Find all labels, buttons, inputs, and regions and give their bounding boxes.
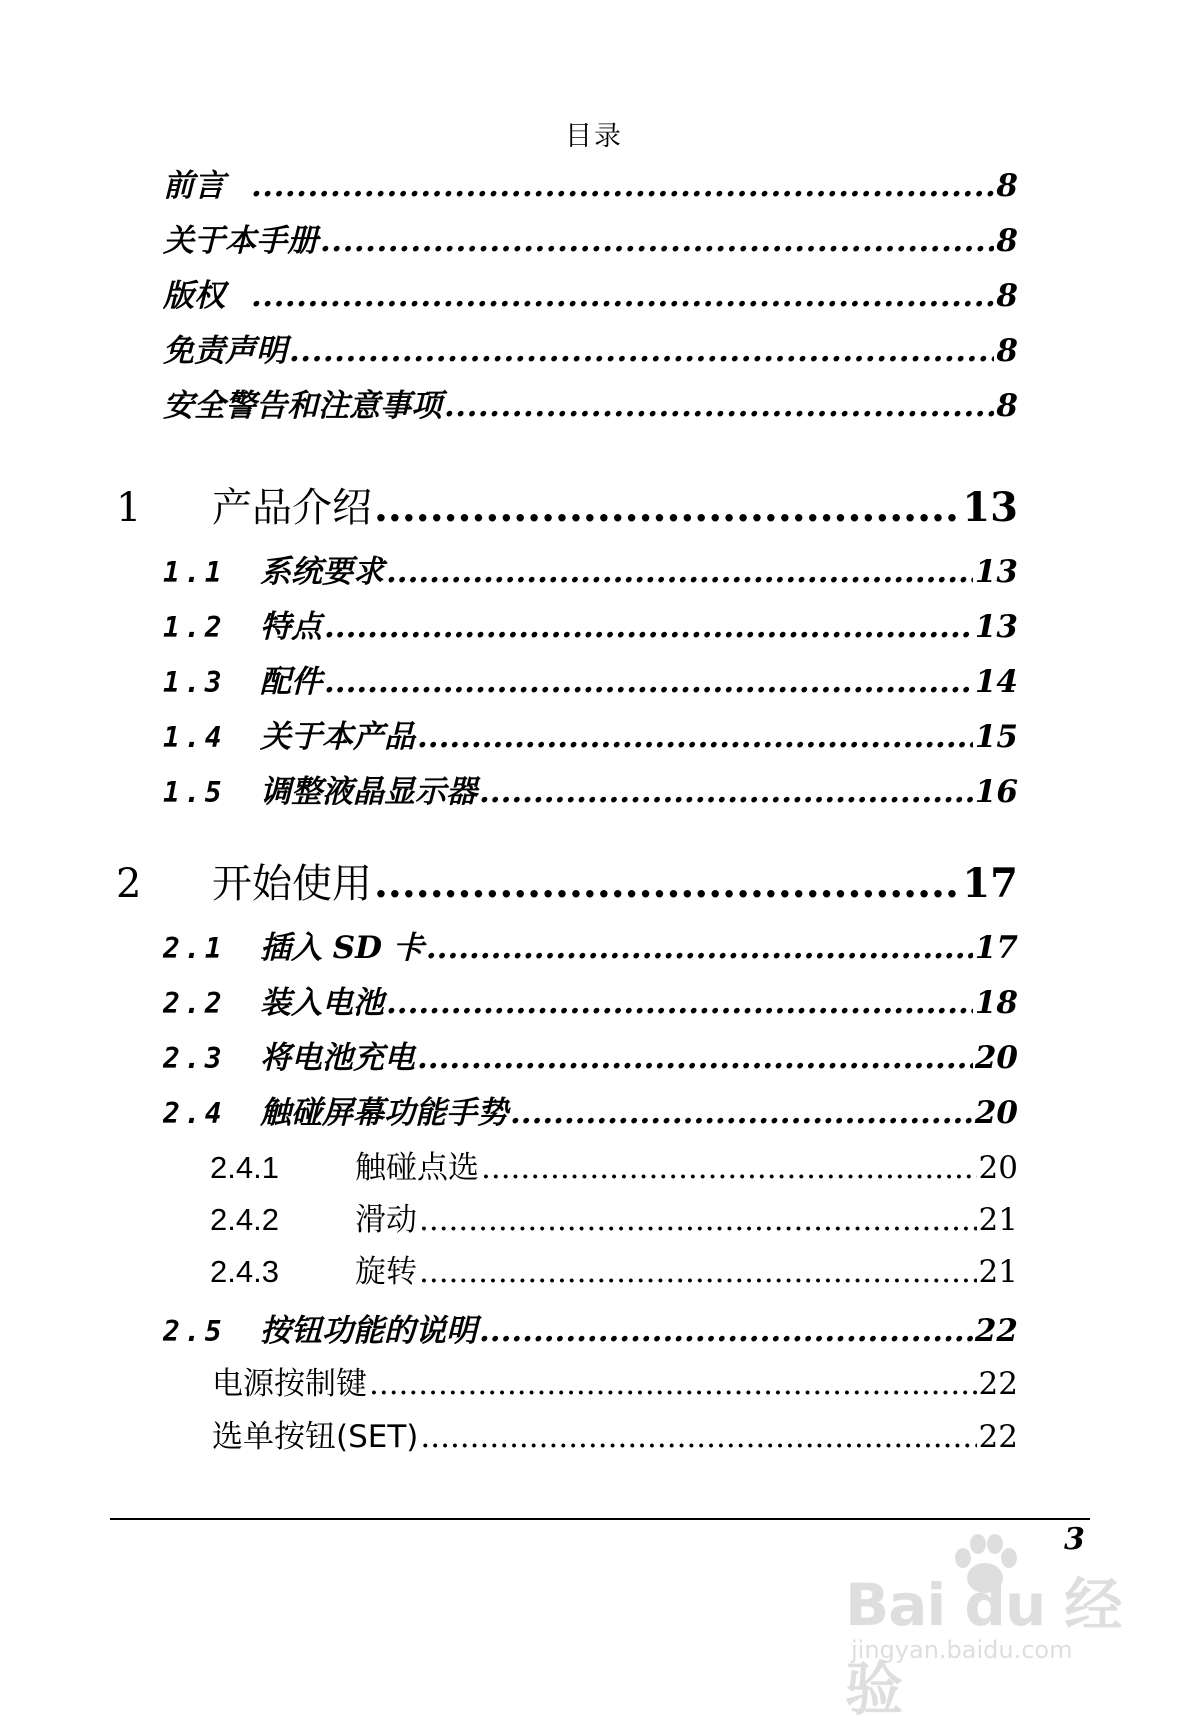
- section-number: 1.3: [163, 666, 226, 699]
- dot-leader: [374, 484, 960, 531]
- dot-leader: [251, 168, 994, 204]
- dot-leader: [479, 1313, 973, 1349]
- section-title: 触碰屏幕功能手势: [260, 1095, 508, 1131]
- dot-leader: [369, 1366, 977, 1402]
- item-page: 22: [978, 1366, 1018, 1402]
- section-number: 1.1: [163, 556, 226, 589]
- dot-leader: [426, 930, 973, 966]
- toc-entry-page: 8: [996, 333, 1018, 369]
- toc-section[interactable]: [163, 656, 1018, 701]
- section-page: 18: [974, 985, 1018, 1021]
- section-title: 配件: [260, 664, 322, 700]
- section-page: 17: [974, 930, 1018, 966]
- chapter-title: 产品介绍: [212, 485, 372, 531]
- dot-leader: [419, 1254, 977, 1290]
- section-title: 特点: [260, 609, 322, 645]
- toc-entry-label: 前言: [163, 168, 225, 204]
- chapter-title: 开始使用: [212, 861, 372, 907]
- dot-leader: [386, 554, 973, 590]
- subsection-page: 21: [978, 1254, 1018, 1290]
- section-title: 关于本产品: [260, 719, 415, 755]
- subsection-page: 21: [978, 1202, 1018, 1238]
- dot-leader: [386, 985, 973, 1021]
- section-page: 16: [974, 774, 1018, 810]
- subsection-number: 2.4.3: [210, 1254, 279, 1289]
- section-number: 2.2: [163, 987, 226, 1020]
- dot-leader: [510, 1095, 973, 1131]
- section-page: 13: [974, 554, 1018, 590]
- dot-leader: [324, 664, 973, 700]
- section-title: 插入 SD 卡: [260, 930, 424, 966]
- section-page: 15: [974, 719, 1018, 755]
- dot-leader: [419, 1202, 977, 1238]
- chapter-page: 13: [962, 484, 1018, 531]
- chapter-number: 1: [116, 485, 142, 531]
- dot-leader: [324, 609, 973, 645]
- dot-leader: [289, 333, 994, 369]
- page-number: 3: [1064, 1522, 1085, 1557]
- toc-entry-page: 8: [996, 388, 1018, 424]
- toc-subsection[interactable]: [210, 1246, 1018, 1291]
- toc-section[interactable]: [163, 601, 1018, 646]
- dot-leader: [481, 1150, 977, 1186]
- section-number: 2.1: [163, 932, 226, 965]
- section-number: 1.5: [163, 776, 226, 809]
- subsection-title: 滑动: [355, 1202, 417, 1238]
- dot-leader: [417, 1040, 973, 1076]
- section-page: 20: [974, 1040, 1018, 1076]
- toc-subsection[interactable]: [210, 1142, 1018, 1187]
- section-number: 2.3: [163, 1042, 226, 1075]
- toc-title: 目录: [565, 121, 623, 152]
- section-number: 2.5: [163, 1315, 226, 1348]
- toc-subsection[interactable]: [210, 1194, 1018, 1239]
- toc-section[interactable]: [163, 766, 1018, 811]
- subsection-page: 20: [978, 1150, 1018, 1186]
- item-title: 选单按钮(SET): [212, 1419, 419, 1455]
- watermark-brand: Bai du 经验: [845, 1571, 1122, 1723]
- toc-entry-front[interactable]: [163, 325, 1018, 370]
- section-page: 22: [974, 1313, 1018, 1349]
- subsection-number: 2.4.1: [210, 1150, 279, 1185]
- footer-rule: [110, 1518, 1090, 1520]
- toc-section[interactable]: [163, 1087, 1018, 1132]
- section-title: 将电池充电: [260, 1040, 415, 1076]
- dot-leader: [417, 719, 973, 755]
- section-title: 系统要求: [260, 554, 384, 590]
- dot-leader: [374, 860, 960, 907]
- chapter-page: 17: [962, 860, 1018, 907]
- toc-entry-page: 8: [996, 168, 1018, 204]
- item-title: 电源按制键: [212, 1366, 367, 1402]
- toc-entry-page: 8: [996, 278, 1018, 314]
- section-number: 1.4: [163, 721, 226, 754]
- section-title: 按钮功能的说明: [260, 1313, 477, 1349]
- toc-entry-label: 关于本手册: [163, 223, 318, 259]
- toc-section[interactable]: [163, 922, 1018, 967]
- section-title: 调整液晶显示器: [260, 774, 477, 810]
- dot-leader: [444, 388, 994, 424]
- section-number: 1.2: [163, 611, 226, 644]
- subsection-number: 2.4.2: [210, 1202, 279, 1237]
- section-page: 20: [974, 1095, 1018, 1131]
- toc-entry-front[interactable]: [163, 160, 1018, 205]
- toc-entry-page: 8: [996, 223, 1018, 259]
- toc-entry-label: 免责声明: [163, 333, 287, 369]
- chapter-number: 2: [116, 861, 142, 907]
- toc-chapter-1[interactable]: [116, 476, 1018, 533]
- toc-entry-front[interactable]: [163, 270, 1018, 315]
- section-page: 14: [974, 664, 1018, 700]
- section-title: 装入电池: [260, 985, 384, 1021]
- toc-chapter-2[interactable]: [116, 852, 1018, 909]
- toc-section[interactable]: [163, 977, 1018, 1022]
- toc-entry-front[interactable]: [163, 380, 1018, 425]
- toc-section[interactable]: [163, 546, 1018, 591]
- toc-entry-front[interactable]: [163, 215, 1018, 260]
- toc-entry-label: 版权: [163, 278, 225, 314]
- dot-leader: [479, 774, 973, 810]
- dot-leader: [320, 223, 994, 259]
- toc-item[interactable]: [212, 1411, 1018, 1456]
- toc-entry-label: 安全警告和注意事项: [163, 388, 442, 424]
- toc-section[interactable]: [163, 1305, 1018, 1350]
- subsection-title: 旋转: [355, 1254, 417, 1290]
- section-page: 13: [974, 609, 1018, 645]
- dot-leader: [251, 278, 994, 314]
- item-page: 22: [978, 1419, 1018, 1455]
- baidu-watermark: [845, 1530, 1135, 1723]
- subsection-title: 触碰点选: [355, 1150, 479, 1186]
- section-number: 2.4: [163, 1097, 226, 1130]
- toc-item[interactable]: [212, 1358, 1018, 1403]
- dot-leader: [420, 1419, 976, 1455]
- toc-section[interactable]: [163, 1032, 1018, 1077]
- watermark-url: jingyan.baidu.com: [851, 1636, 1073, 1664]
- toc-section[interactable]: [163, 711, 1018, 756]
